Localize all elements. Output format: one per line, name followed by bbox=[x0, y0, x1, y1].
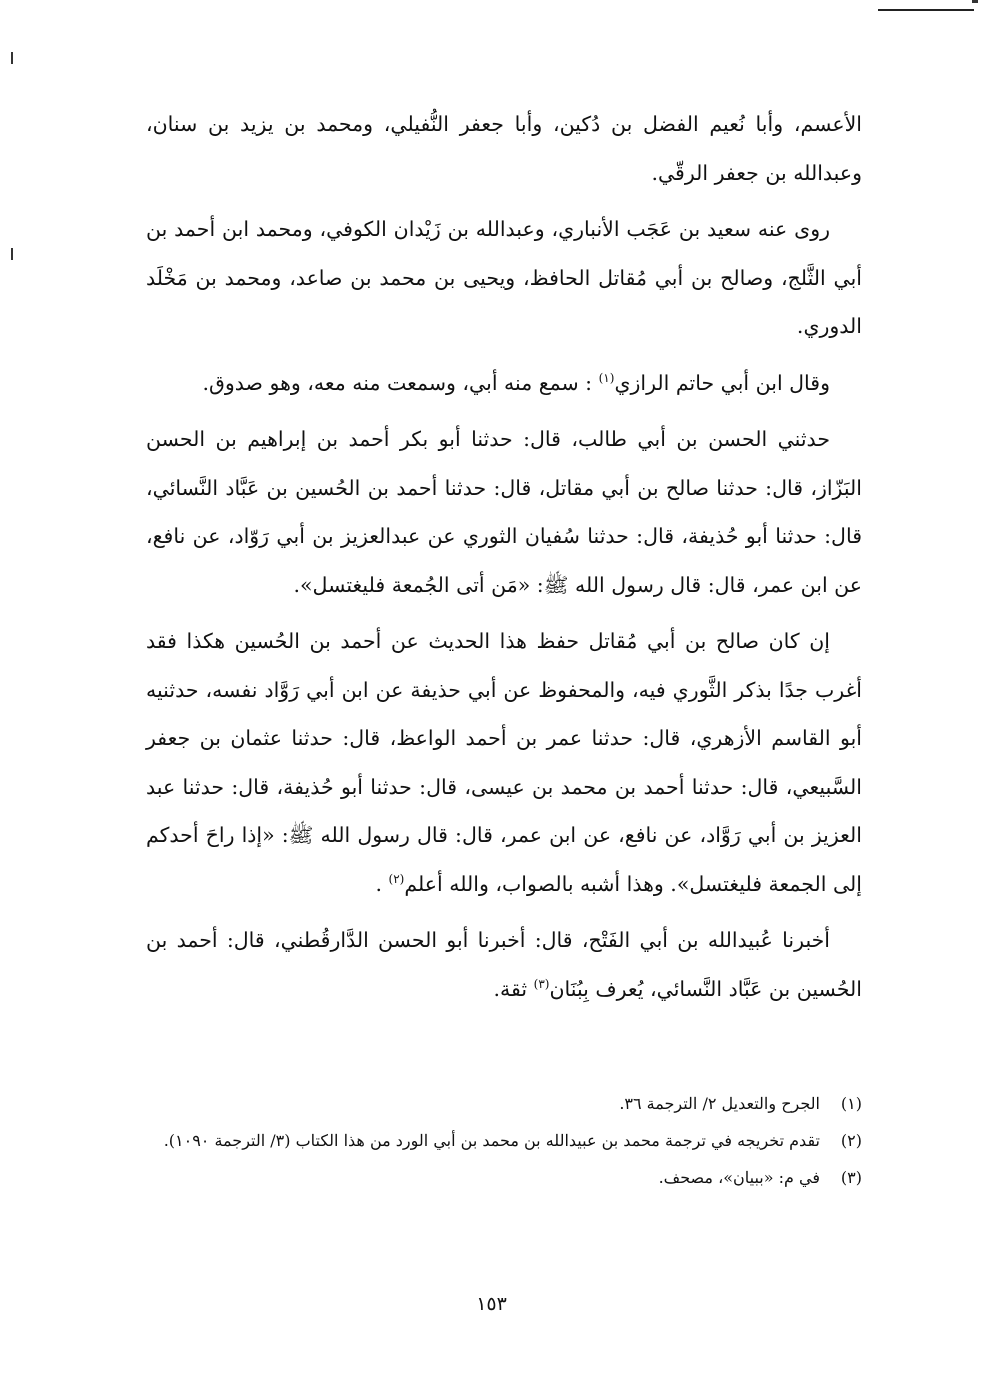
paragraph bbox=[146, 617, 862, 908]
footnote-number: (١) bbox=[840, 1094, 862, 1113]
paragraph-text: : سمع منه أبي، وسمعت منه معه، وهو صدوق. bbox=[202, 370, 599, 395]
footnote-text: الجرح والتعديل ٢/ الترجمة ٣٦. bbox=[619, 1094, 820, 1113]
footnote-ref: (٢) bbox=[388, 871, 405, 886]
footnote-text: تقدم تخريجه في ترجمة محمد بن عبيدالله بن محمد بن أبي الورد من هذا الكتاب (٣/ الترجمة ١٠٩٠). bbox=[163, 1131, 820, 1150]
footnotes bbox=[130, 1088, 862, 1199]
margin-mark bbox=[11, 52, 13, 64]
paragraph-text: . bbox=[375, 871, 389, 896]
page-number: ١٥٣ bbox=[476, 1293, 507, 1315]
paragraph bbox=[146, 916, 862, 1013]
footnote bbox=[130, 1162, 862, 1193]
paragraph bbox=[146, 415, 862, 609]
paragraph bbox=[146, 359, 862, 408]
footnote bbox=[130, 1088, 862, 1119]
top-corner-mark bbox=[972, 0, 978, 3]
paragraph-text: روى عنه سعيد بن عَجَب الأنباري، وعبدالله بن زَيْدان الكوفي، ومحمد ابن أحمد بن أبي الثَّلج، وصالح بن أبي مُقاتل الحافظ، ويحيى بن محمد بن صاعد، ومحمد بن مَخْلَد الدوري. bbox=[146, 217, 862, 338]
paragraph-text: ثقة. bbox=[493, 976, 534, 1001]
footnote-number: (٢) bbox=[840, 1131, 862, 1150]
footnote bbox=[130, 1125, 862, 1156]
footnote-ref: (١) bbox=[598, 370, 615, 385]
footnote-ref: (٣) bbox=[533, 976, 550, 991]
paragraph bbox=[146, 100, 862, 197]
paragraph-text: أخبرنا عُبيدالله بن أبي الفَتْح، قال: أخبرنا أبو الحسن الدَّارقُطني، قال: أحمد بن الحُسين بن عَبَّاد النَّسائي، يُعرف بِبُنَان bbox=[146, 928, 862, 1001]
paragraph-text: الأعسم، وأبا نُعيم الفضل بن دُكين، وأبا جعفر النُّفيلي، ومحمد بن يزيد بن سنان، وعبدالله بن جعفر الرقّي. bbox=[146, 112, 862, 185]
top-rule bbox=[878, 9, 974, 11]
paragraph-text: حدثني الحسن بن أبي طالب، قال: حدثنا أبو بكر أحمد بن إبراهيم بن الحسن البَزّاز، قال: حدثنا صالح بن أبي مقاتل، قال: حدثنا أحمد بن الحُسين بن عَبَّاد النَّسائي، قال: حدثنا أبو حُذيفة، قال: حدثنا سُفيان الثوري عن عبدالعزيز بن أبي رَوّاد، عن نافع، عن ابن عمر، قال: قال رسول الله ﷺ: «مَن أتى الجُمعة فليغتسل». bbox=[146, 427, 862, 597]
paragraph-text: إن كان صالح بن أبي مُقاتل حفظ هذا الحديث عن أحمد بن الحُسين هكذا فقد أغرب جدًا بذكر الثَّوري فيه، والمحفوظ عن أبي حذيفة عن ابن أبي رَوَّاد نفسه، حدثنيه أبو القاسم الأزهري، قال: حدثنا عمر بن أحمد الواعظ، قال: حدثنا عثمان بن جعفر السَّبيعي، قال: حدثنا أحمد بن محمد بن عيسى، قال: حدثنا أبو حُذيفة، قال: حدثنا عبد العزيز بن أبي رَوَّاد، عن نافع، عن ابن عمر، قال: قال رسول الله ﷺ: «إذا راحَ أحدكم إلى الجمعة فليغتسل». وهذا أشبه بالصواب، والله أعلم bbox=[146, 629, 862, 896]
footnote-text: في م: «ببيان»، مصحف. bbox=[658, 1168, 820, 1187]
margin-mark bbox=[11, 248, 13, 260]
footnote-number: (٣) bbox=[840, 1168, 862, 1187]
main-text bbox=[146, 100, 862, 1021]
paragraph-text: وقال ابن أبي حاتم الرازي bbox=[614, 370, 830, 395]
paragraph bbox=[146, 205, 862, 351]
